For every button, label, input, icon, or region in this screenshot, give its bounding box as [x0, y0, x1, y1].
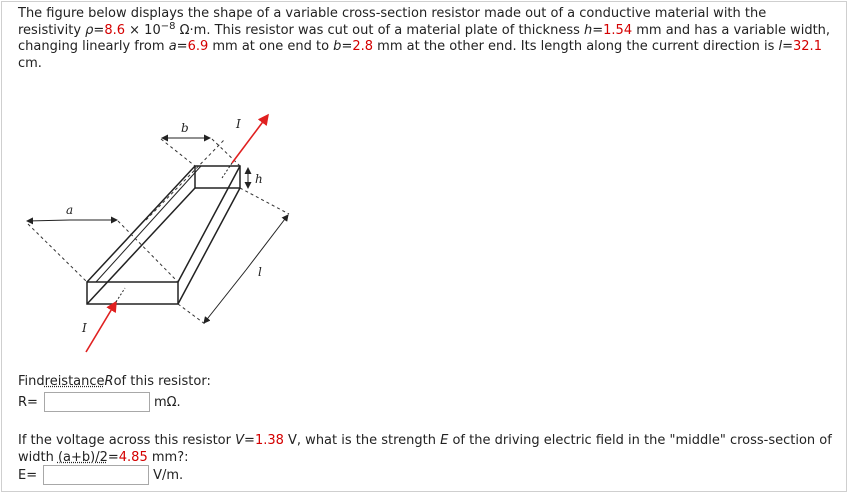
question-2-answer-row: [18, 465, 183, 485]
question-2-text: If the voltage across this resistor V=1.38 V, what is the strength E of the driving electric field in the "middle" cross-section of width (a+b)/2=4.85 mm?:: [18, 433, 832, 465]
dimension-l-arrow: [204, 270, 246, 323]
field-unit: V/m.: [153, 467, 184, 483]
problem-statement: The figure below displays the shape of a variable cross-section resistor made out of a conductive material with the resistivity $\rho=8.6 \times 10^{-8}$ Ω·m. This resistor was cut out of a material plate of thickness h=1.54 mm and has a variable width, changing linearly from a=6.9 mm at one end to b=2.8 mm at the other end. Its length along the current direction is l=32.1 cm.: [18, 6, 831, 71]
electric-field-input[interactable]: [43, 465, 149, 485]
resistance-label: R=: [18, 394, 38, 410]
dimension-a-arrow: [27, 220, 70, 221]
length-value: 32.1: [793, 39, 822, 54]
label-h: h: [255, 172, 263, 186]
label-b: b: [181, 121, 189, 135]
field-label: E=: [18, 467, 38, 483]
question-1-answer-row: [18, 392, 181, 412]
label-current-bottom: I: [82, 321, 87, 335]
dimension-guides: [28, 139, 289, 324]
width-a-value: 6.9: [187, 39, 209, 54]
label-current-top: I: [236, 117, 241, 131]
width-b-value: 2.8: [352, 39, 374, 54]
label-l: l: [258, 265, 262, 279]
label-a: a: [66, 203, 74, 217]
mid-width-value: 4.85: [118, 449, 148, 465]
question-1-text: Find reistance R of this resistor:: [18, 374, 211, 389]
thickness-value: 1.54: [603, 22, 633, 38]
resistor-body: [87, 166, 240, 304]
resistance-input[interactable]: [44, 392, 150, 412]
current-arrow-bottom: [86, 302, 116, 352]
resistance-unit: mΩ.: [153, 394, 181, 410]
resistivity-value: 8.6: [104, 22, 126, 38]
voltage-value: 1.38: [254, 433, 284, 448]
